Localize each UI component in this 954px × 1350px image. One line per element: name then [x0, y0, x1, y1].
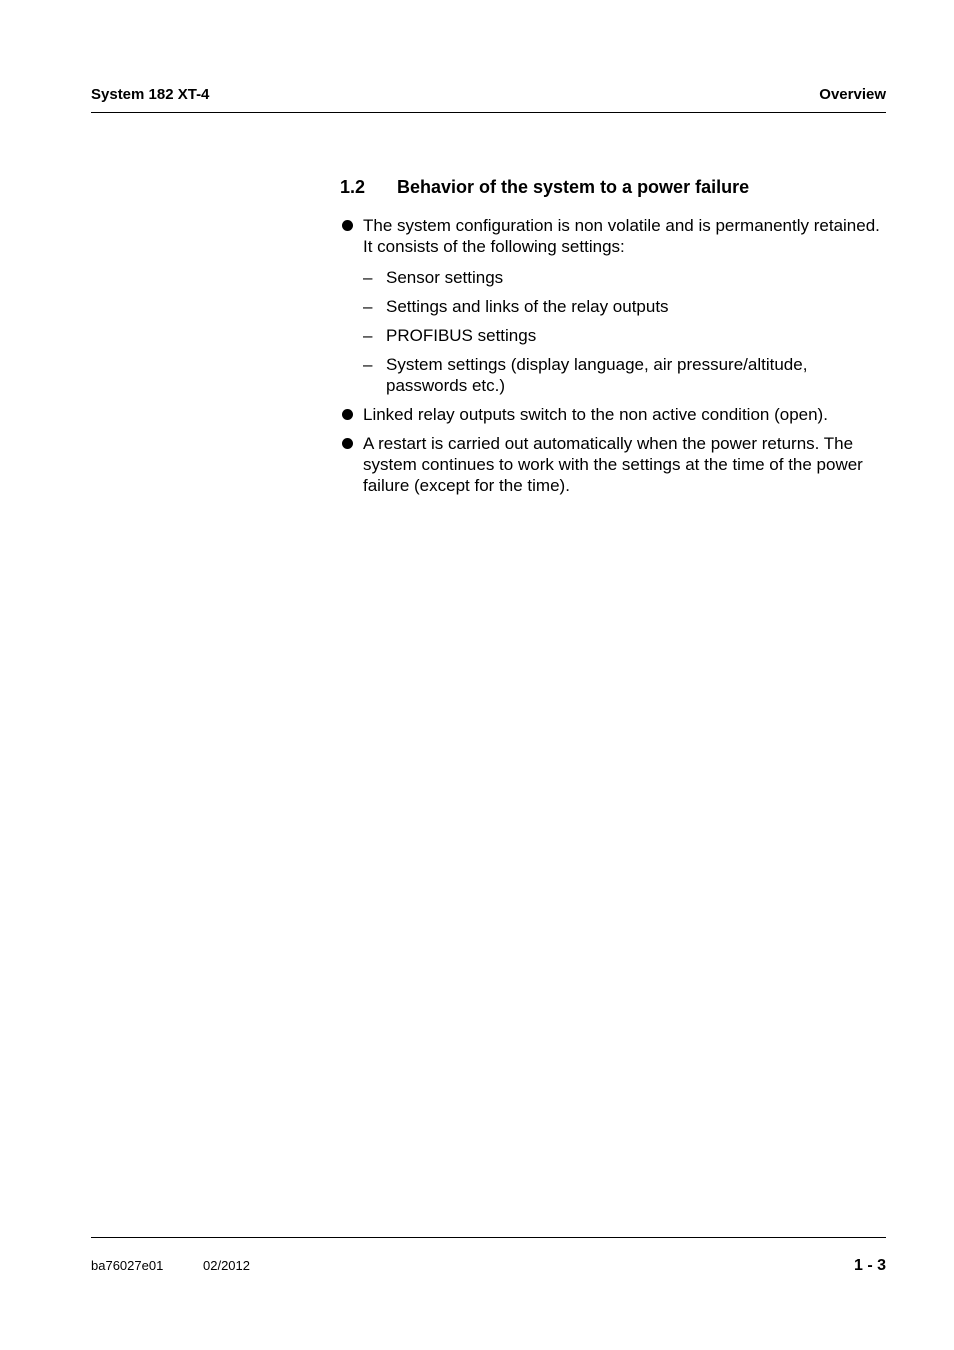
bullet-icon — [342, 220, 353, 231]
bullet-text: A restart is carried out automatically when the power returns. The system continues to work with the settings at the time of the power failure (except for the time). — [363, 434, 863, 495]
sub-item-text: Settings and links of the relay outputs — [386, 297, 669, 316]
page-number: 1 - 3 — [853, 1257, 886, 1274]
dash-icon: – — [363, 297, 373, 316]
bullet-icon — [342, 438, 353, 449]
document-id: ba76027e01 — [91, 1258, 164, 1273]
list-item — [340, 215, 886, 396]
sub-item-text: PROFIBUS settings — [386, 326, 537, 345]
dash-icon: – — [363, 355, 373, 374]
document-date: 02/2012 — [203, 1258, 250, 1273]
sub-list-item — [363, 296, 886, 317]
page-footer — [91, 1256, 886, 1276]
sub-item-text: System settings (display language, air pressure/altitude, passwords etc.) — [386, 355, 808, 395]
section-number: 1.2 — [340, 177, 366, 197]
sub-item-text: Sensor settings — [386, 268, 504, 287]
bullet-icon — [342, 409, 353, 420]
dash-icon: – — [363, 326, 373, 345]
section-power-failure — [340, 176, 886, 504]
section-title: Behavior of the system to a power failure — [397, 177, 750, 197]
section-heading — [340, 176, 886, 198]
list-item — [340, 404, 886, 425]
list-item — [340, 433, 886, 496]
bullet-text: Linked relay outputs switch to the non active condition (open). — [363, 405, 828, 424]
sub-list-item — [363, 267, 886, 288]
header-product-name: System 182 XT-4 — [91, 86, 210, 103]
dash-icon: – — [363, 268, 373, 287]
sub-list-item — [363, 325, 886, 346]
sub-list-item — [363, 354, 886, 396]
page-header — [91, 86, 886, 104]
header-chapter-name: Overview — [819, 86, 886, 103]
settings-sub-list — [363, 267, 886, 396]
footer-divider — [91, 1237, 886, 1238]
bullet-text: The system configuration is non volatile and is permanently retained. It consists of the following settings: — [363, 216, 880, 256]
header-divider — [91, 112, 886, 113]
bullet-list — [340, 215, 886, 496]
